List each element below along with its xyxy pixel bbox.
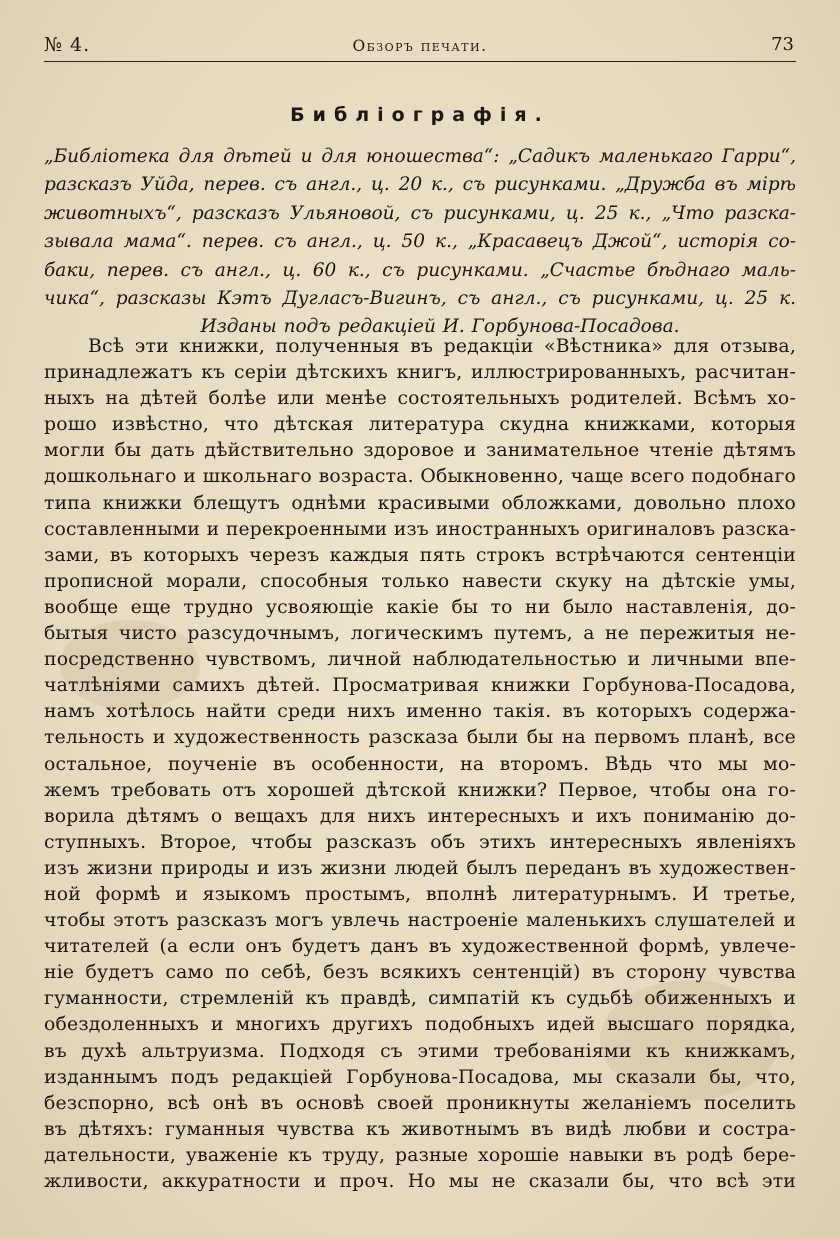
bibliography-line: баки, перев. съ англ., ц. 60 к., съ рисунками. „Счастье бѣднаго маль- (44, 259, 796, 281)
text-line: безспорно, всѣ онѣ въ основѣ своей проникнуты желаніемъ поселить (44, 1092, 796, 1114)
text-line: жемъ требовать отъ хорошей дѣтской книжки? Первое, чтобы она го- (44, 779, 796, 801)
text-line: въ дѣтяхъ: гуманныя чувства къ животнымъ въ видѣ любви и состра- (44, 1118, 796, 1140)
text-line: типа книжки блещутъ однѣми красивыми обложками, довольно плохо (44, 492, 796, 514)
text-line: принадлежатъ къ серіи дѣтскихъ книгъ, иллюстрированныхъ, расчитан- (44, 362, 796, 384)
text-line: вообще еще трудно усвояющіе какіе бы то ни было наставленія, до- (44, 596, 796, 618)
text-line: гуманности, стремленій къ правдѣ, симпатій къ судьбѣ обиженныхъ и (44, 988, 796, 1010)
section-title: Библіографія. (290, 104, 550, 126)
text-line: читателей (а если онъ будетъ данъ въ художественной формѣ, увлече- (44, 936, 796, 958)
text-line: намъ хотѣлось найти среди нихъ именно такія. въ которыхъ содержа- (44, 701, 796, 723)
bibliography-line: чика“, разсказы Кэтъ Дугласъ-Вигинъ, съ англ., съ рисунками, ц. 25 к. (44, 287, 796, 309)
text-line: въ духѣ альтруизма. Подходя съ этими требованіями къ книжкамъ, (44, 1040, 796, 1062)
text-line: изъ жизни природы и изъ жизни людей былъ переданъ въ художествен- (44, 857, 796, 879)
text-line: ніе будетъ само по себѣ, безъ всякихъ сентенцій) въ сторону чувства (44, 962, 796, 984)
bibliography-line: Изданы подъ редакціей И. Горбунова-Посадова. (200, 316, 680, 338)
text-line: прописной морали, способныя только навести скуку на дѣтскіе умы, (44, 570, 796, 592)
text-line: дательности, уваженіе къ труду, разные хорошіе навыки въ родѣ бере- (44, 1144, 796, 1166)
text-line: дошкольнаго и школьнаго возраста. Обыкновенно, чаще всего подобнаго (44, 466, 796, 488)
text-line: ныхъ на дѣтей болѣе или менѣе состоятельныхъ родителей. Всѣмъ хо- (44, 388, 796, 410)
text-line: посредственно чувствомъ, личной наблюдательностью и личными впе- (44, 649, 796, 671)
text-line: рошо извѣстно, что дѣтская литература скудна книжками, которыя (44, 414, 796, 436)
bibliography-line: животныхъ“, разсказъ Ульяновой, съ рисунками, ц. 25 к., „Что разска- (44, 202, 796, 224)
text-line: чатлѣніями самихъ дѣтей. Просматривая книжки Горбунова-Посадова, (44, 675, 796, 697)
bibliography-entry (44, 143, 796, 342)
text-line: Всѣ эти книжки, полученныя въ редакціи «Вѣстника» для отзыва, (88, 336, 796, 357)
text-line: изданнымъ подъ редакціей Горбунова-Посадова, мы сказали бы, что, (44, 1066, 796, 1088)
bibliography-line: зывала мама“. перев. съ англ., ц. 50 к., „Красавецъ Джой“, исторія со- (44, 231, 796, 253)
running-header (44, 30, 796, 62)
bibliography-line: разсказъ Уйда, перев. съ англ., ц. 20 к., съ рисунками. „Дружба въ мірѣ (44, 174, 796, 196)
text-line: ной формѣ и языкомъ простымъ, вполнѣ литературнымъ. И третье, (44, 883, 796, 905)
text-line: ворила дѣтямъ о вещахъ для нихъ интересныхъ и ихъ пониманію до- (44, 805, 796, 827)
body-paragraph (44, 334, 796, 1195)
text-line: обездоленныхъ и многихъ другихъ подобныхъ идей высшаго порядка, (44, 1014, 796, 1036)
text-line: ступныхъ. Второе, чтобы разсказъ объ этихъ интересныхъ явленіяхъ (44, 831, 796, 853)
text-line: чтобы этотъ разсказъ могъ увлечь настроеніе маленькихъ слушателей и (44, 910, 796, 932)
running-title: Обзоръ печати. (352, 37, 488, 55)
text-line: составленными и перекроенными изъ иностранныхъ оригиналовъ разска- (44, 518, 796, 540)
text-line: тельность и художественность разсказа были бы на первомъ планѣ, все (44, 727, 796, 749)
issue-number: № 4. (44, 34, 91, 56)
text-line: могли бы дать дѣйствительно здоровое и занимательное чтеніе дѣтямъ (44, 440, 796, 462)
header-rule (44, 61, 796, 62)
bibliography-line: „Библіотека для дѣтей и для юношества“: „Садикъ маленькаго Гарри“, (44, 146, 796, 167)
text-line: зами, въ которыхъ черезъ каждыя пять строкъ встрѣчаются сентенціи (44, 544, 796, 566)
text-line: жливости, аккуратности и проч. Но мы не сказали бы, что всѣ эти (44, 1171, 796, 1192)
text-line: бытыя чисто разсудочнымъ, логическимъ путемъ, а не пережитыя не- (44, 623, 796, 645)
page-number: 73 (771, 34, 794, 55)
text-line: остальное, поученіе въ особенности, на второмъ. Вѣдь что мы мо- (44, 753, 796, 775)
